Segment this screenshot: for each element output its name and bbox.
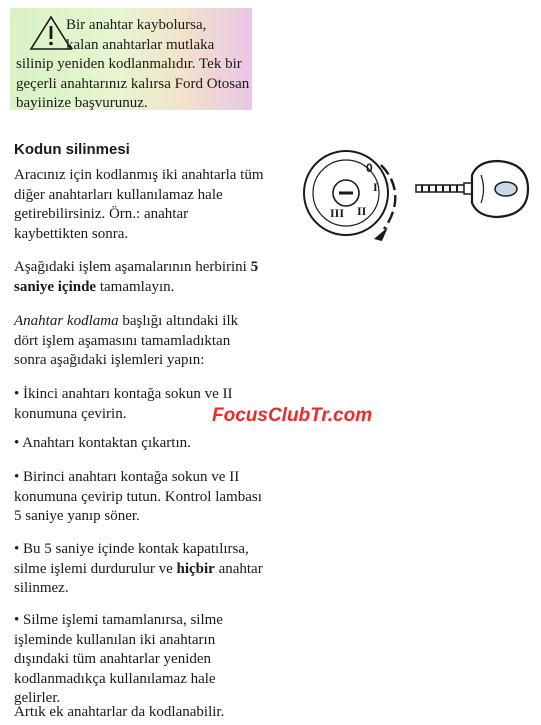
watermark: FocusClubTr.com [212, 405, 373, 426]
warning-line-2: kalan anahtarlar mutlaka [66, 36, 215, 53]
step4-pre: • Bu 5 saniye içinde kontak kapatılırsa, silme işlemi durdurulur ve [14, 541, 249, 577]
ignition-key-figure [296, 145, 536, 250]
bullet-step-5: • Silme işlemi tamamlanırsa, silme işleminde kullanılan iki anahtarın dışındaki tüm anahtarlar yeniden kodlanmadıkça kullanılamaz hale gelirler. [14, 612, 223, 706]
warning-line-1: Bir anahtar kaybolursa, [66, 17, 207, 33]
position-0-label: 0 [366, 161, 373, 175]
warning-box [10, 8, 252, 110]
position-1-label: I [373, 180, 378, 194]
bullet-step-1: • İkinci anahtarı kontağa sokun ve II konumuna çevirin. [14, 386, 233, 422]
rotation-arrowhead-icon [374, 227, 388, 241]
position-3-label: III [330, 206, 345, 220]
bullet-step-4 [14, 540, 264, 599]
paragraph-intro: Aracınız için kodlanmış iki anahtarla tüm diğer anahtarları kullanılamaz hale getirebilirsiniz. Örn.: anahtar kaybettikten sonra. [14, 167, 264, 242]
section-title: Kodun silinmesi [14, 141, 130, 158]
timing-text-bold: 5 saniye içinde [14, 259, 259, 295]
bullet-step-3: • Birinci anahtarı kontağa sokun ve II konumuna çevirip tutun. Kontrol lambası 5 saniye yanıp söner. [14, 469, 262, 524]
reference-italic: Anahtar kodlama [14, 313, 119, 329]
reference-rest: başlığı altındaki ilk dört işlem aşamasını tamamladıktan sonra aşağıdaki işlemleri yapın: [14, 313, 239, 368]
closing-text: Artık ek anahtarlar da kodlanabilir. [14, 704, 225, 720]
step4-bold: hiçbir [176, 560, 215, 577]
bullet-step-2: • Anahtarı kontaktan çıkartın. [14, 435, 191, 451]
timing-text-post: tamamlayın. [96, 278, 175, 295]
paragraph-reference [14, 312, 264, 371]
warning-rest: silinip yeniden kodlanmalıdır. Tek bir geçerli anahtarınız kalırsa Ford Otosan bayiinize başvurunuz. [16, 56, 250, 111]
warning-text [16, 16, 250, 114]
position-2-label: II [357, 204, 367, 218]
step4-post: anahtar silinmez. [14, 560, 263, 596]
paragraph-timing [14, 258, 264, 297]
car-key-icon [416, 161, 528, 217]
timing-text-pre: Aşağıdaki işlem aşamalarının herbirini [14, 259, 251, 275]
